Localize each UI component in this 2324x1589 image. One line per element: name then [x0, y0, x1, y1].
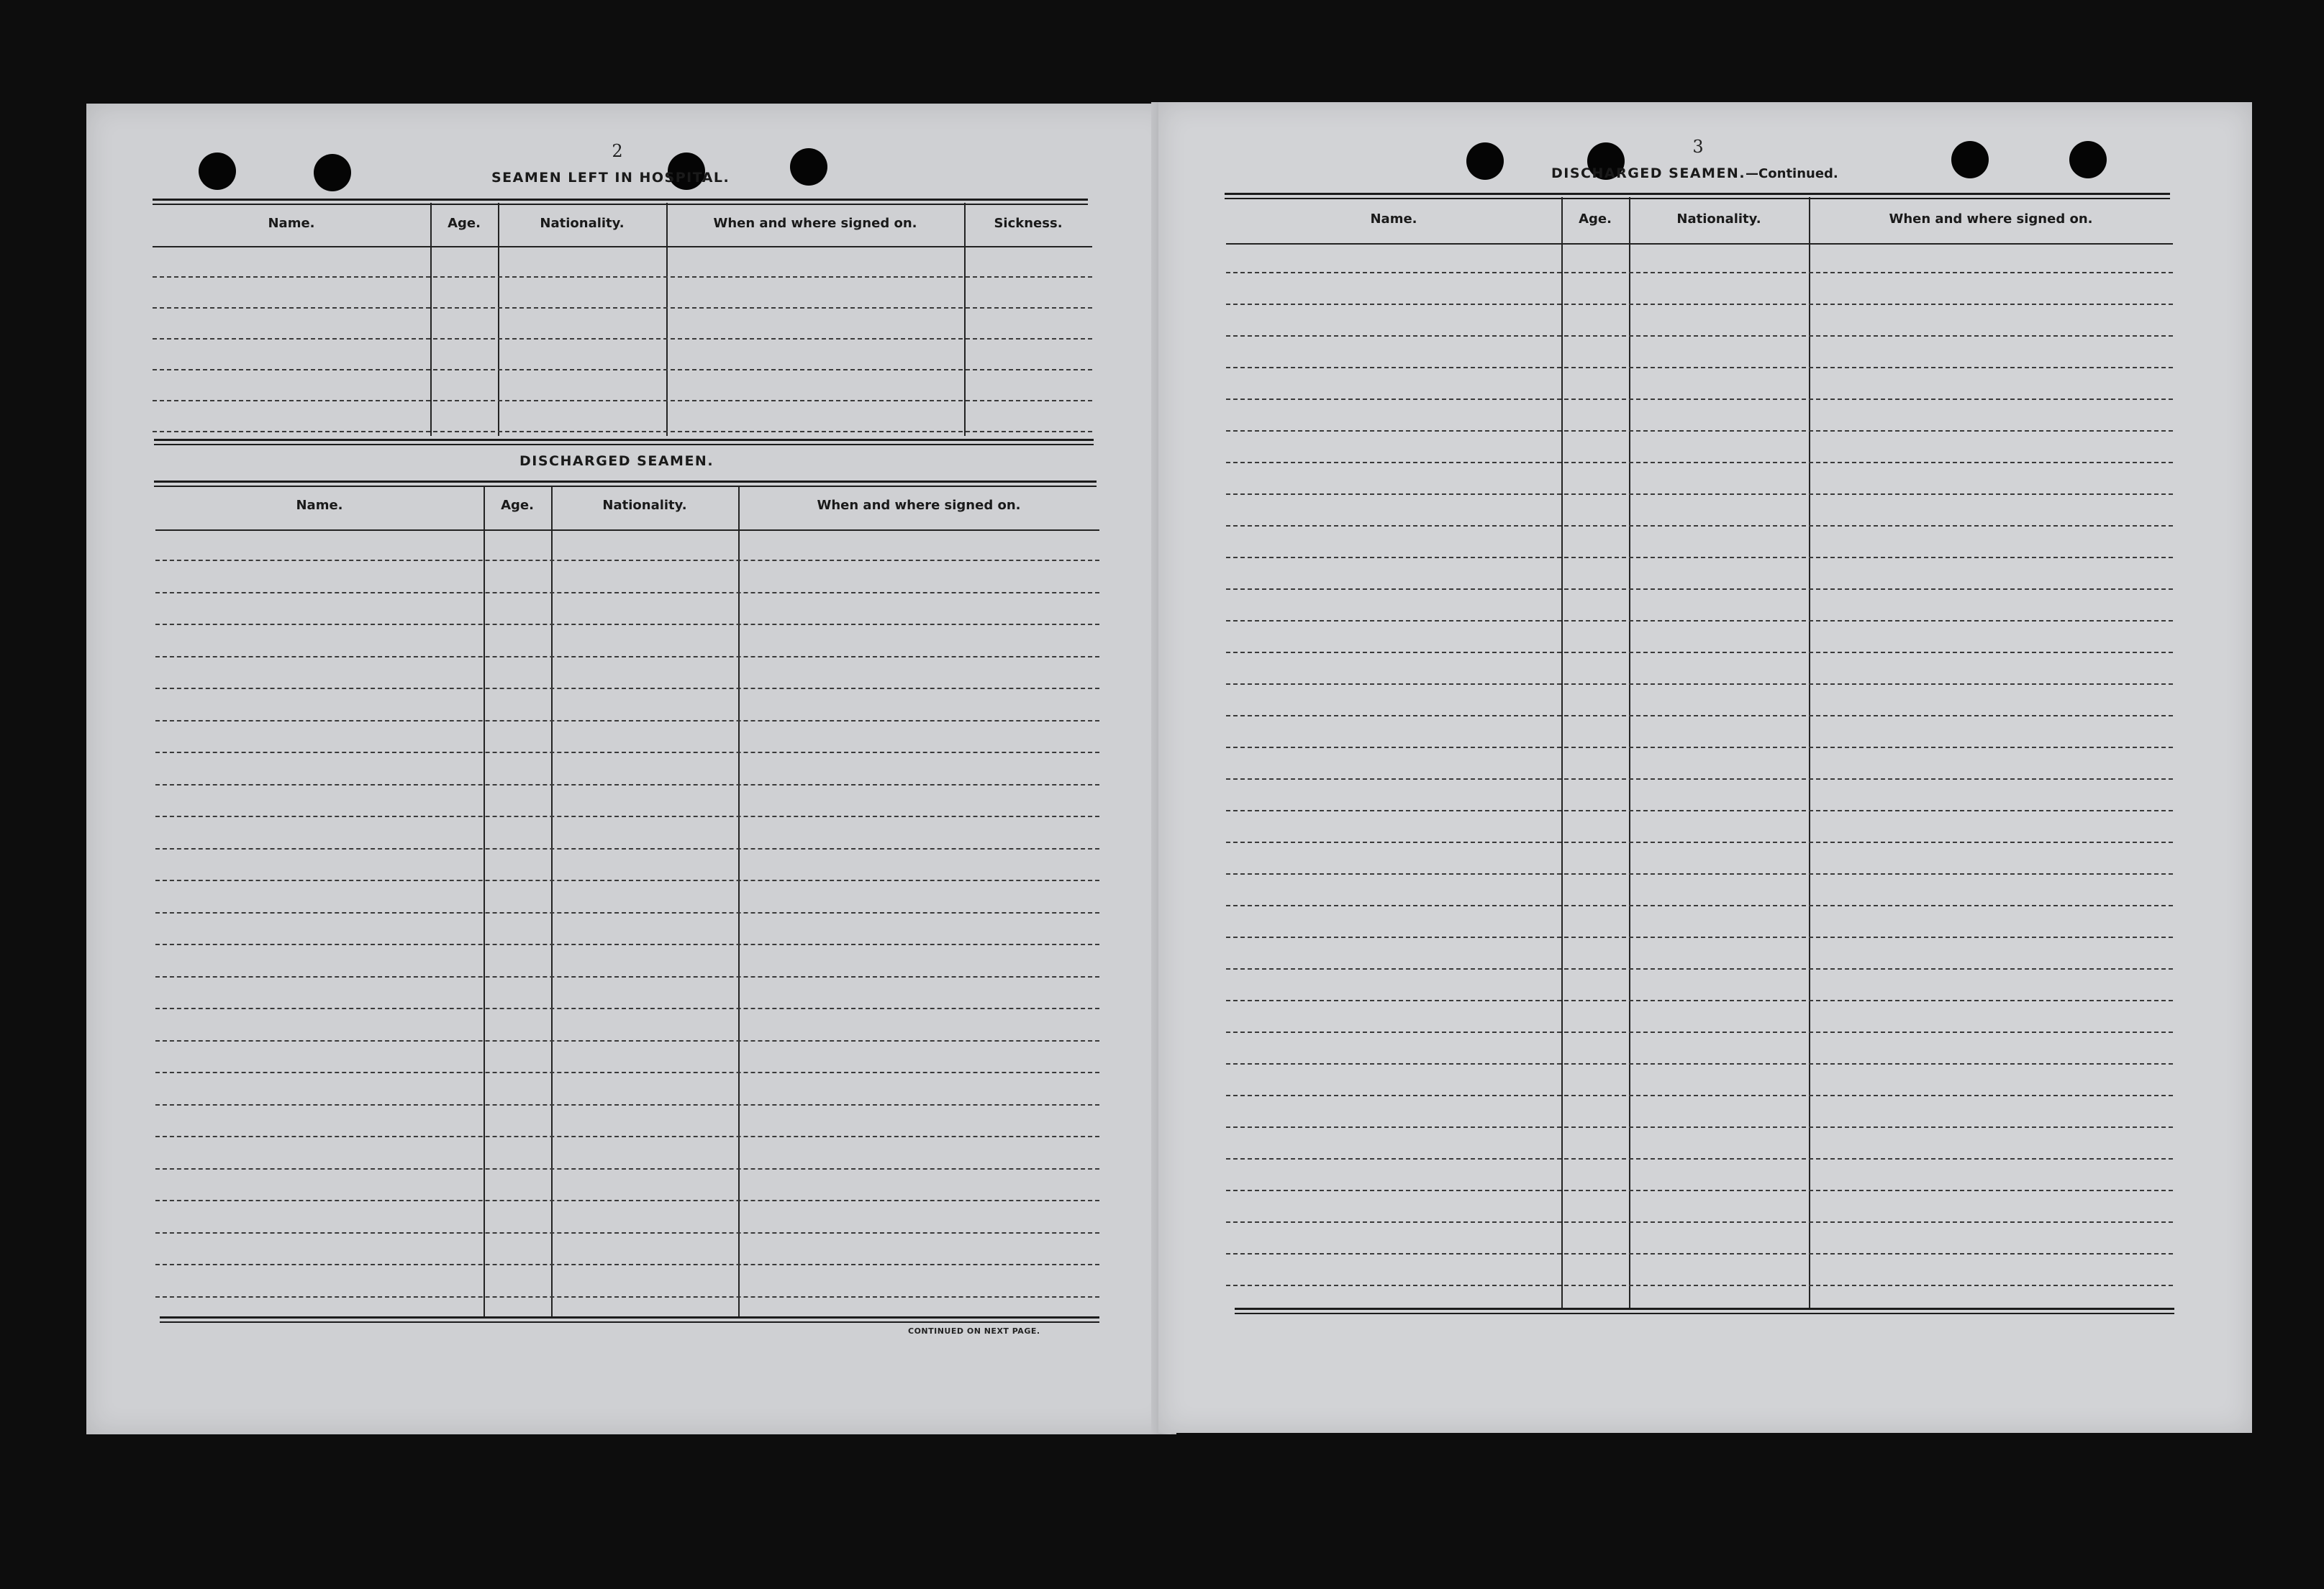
entry-line: [155, 1072, 1099, 1073]
header-underline: [1226, 243, 2173, 245]
entry-line: [1226, 272, 2173, 273]
entry-line: [155, 1104, 1099, 1106]
continued-note: CONTINUED ON NEXT PAGE.: [908, 1326, 1040, 1336]
entry-line: [1226, 937, 2173, 938]
punch-hole: [1466, 142, 1504, 180]
entry-line: [1226, 335, 2173, 337]
entry-line: [1226, 1063, 2173, 1065]
entry-line: [1226, 683, 2173, 685]
entry-line: [1226, 1000, 2173, 1001]
column-header: Name.: [268, 216, 315, 231]
entry-line: [155, 1296, 1099, 1298]
column-header: Age.: [448, 216, 481, 231]
column-header: When and where signed on.: [817, 498, 1021, 513]
column-divider: [1809, 197, 1810, 1309]
discharged-continued-title: [1551, 165, 1838, 181]
header-underline: [153, 246, 1092, 247]
entry-line: [155, 752, 1099, 753]
entry-line: [155, 784, 1099, 786]
column-header: Name.: [1370, 211, 1417, 227]
entry-line: [1226, 462, 2173, 463]
entry-line: [1226, 557, 2173, 558]
entry-line: [1226, 873, 2173, 875]
entry-line: [153, 338, 1092, 340]
entry-line: [155, 1232, 1099, 1234]
column-header: Age.: [1579, 211, 1612, 227]
entry-line: [1226, 1221, 2173, 1223]
title-suffix: —Continued.: [1746, 166, 1838, 181]
entry-line: [1226, 1190, 2173, 1191]
entry-line: [1226, 1285, 2173, 1286]
entry-line: [155, 624, 1099, 625]
entry-line: [155, 1008, 1099, 1009]
entry-line: [153, 431, 1092, 432]
header-underline: [155, 529, 1099, 531]
entry-line: [155, 1168, 1099, 1170]
entry-line: [155, 976, 1099, 978]
continued-top-rule: [1225, 193, 2170, 195]
entry-line: [153, 276, 1092, 278]
continued-bottom-rule: [1235, 1308, 2174, 1310]
entry-line: [155, 1264, 1099, 1265]
discharged-header-rule: [154, 481, 1097, 483]
entry-line: [155, 1040, 1099, 1042]
column-header: Age.: [501, 498, 534, 513]
column-header: Nationality.: [602, 498, 687, 513]
entry-line: [1226, 810, 2173, 811]
column-header: Nationality.: [540, 216, 625, 231]
entry-line: [155, 720, 1099, 721]
entry-line: [1226, 430, 2173, 432]
entry-line: [1226, 1095, 2173, 1096]
column-divider: [738, 486, 740, 1316]
punch-hole: [790, 148, 827, 186]
entry-line: [153, 307, 1092, 309]
entry-line: [155, 592, 1099, 593]
entry-line: [155, 688, 1099, 689]
entry-line: [1226, 304, 2173, 305]
hospital-top-rule: [153, 199, 1088, 201]
entry-line: [1226, 1158, 2173, 1160]
entry-line: [1226, 493, 2173, 495]
discharged-top-rule: [154, 439, 1094, 441]
entry-line: [153, 369, 1092, 370]
punch-hole: [199, 152, 236, 190]
entry-line: [1226, 842, 2173, 843]
entry-line: [1226, 620, 2173, 622]
entry-line: [155, 656, 1099, 657]
entry-line: [1226, 715, 2173, 716]
entry-line: [1226, 588, 2173, 590]
entry-line: [1226, 367, 2173, 368]
column-header: When and where signed on.: [1889, 211, 2093, 227]
page-number: 2: [612, 141, 623, 161]
entry-line: [1226, 525, 2173, 527]
column-header: When and where signed on.: [713, 216, 917, 231]
entry-line: [155, 1136, 1099, 1137]
entry-line: [155, 944, 1099, 945]
entry-line: [1226, 1126, 2173, 1128]
entry-line: [155, 912, 1099, 914]
column-divider: [1629, 197, 1630, 1309]
entry-line: [1226, 399, 2173, 400]
discharged-bottom-rule: [160, 1316, 1099, 1319]
punch-hole: [314, 154, 351, 191]
column-header: Name.: [296, 498, 343, 513]
title-text: DISCHARGED SEAMEN.: [1551, 165, 1746, 181]
entry-line: [155, 1200, 1099, 1201]
column-divider: [551, 486, 553, 1316]
entry-line: [155, 816, 1099, 817]
entry-line: [155, 880, 1099, 881]
punch-hole: [1951, 141, 1989, 178]
punch-hole: [2069, 141, 2107, 178]
left-page: [86, 104, 1176, 1434]
entry-line: [1226, 968, 2173, 970]
entry-line: [1226, 1032, 2173, 1033]
entry-line: [155, 560, 1099, 561]
right-page: [1158, 102, 2252, 1433]
entry-line: [1226, 778, 2173, 780]
entry-line: [155, 848, 1099, 850]
column-header: Nationality.: [1676, 211, 1761, 227]
entry-line: [1226, 652, 2173, 653]
hospital-section-title: SEAMEN LEFT IN HOSPITAL.: [491, 170, 730, 186]
entry-line: [153, 400, 1092, 401]
column-header: Sickness.: [994, 216, 1063, 231]
column-divider: [1561, 197, 1563, 1309]
page-number: 3: [1692, 137, 1704, 157]
entry-line: [1226, 1253, 2173, 1255]
column-divider: [484, 486, 485, 1316]
entry-line: [1226, 905, 2173, 906]
entry-line: [1226, 747, 2173, 748]
discharged-section-title: DISCHARGED SEAMEN.: [519, 453, 714, 469]
